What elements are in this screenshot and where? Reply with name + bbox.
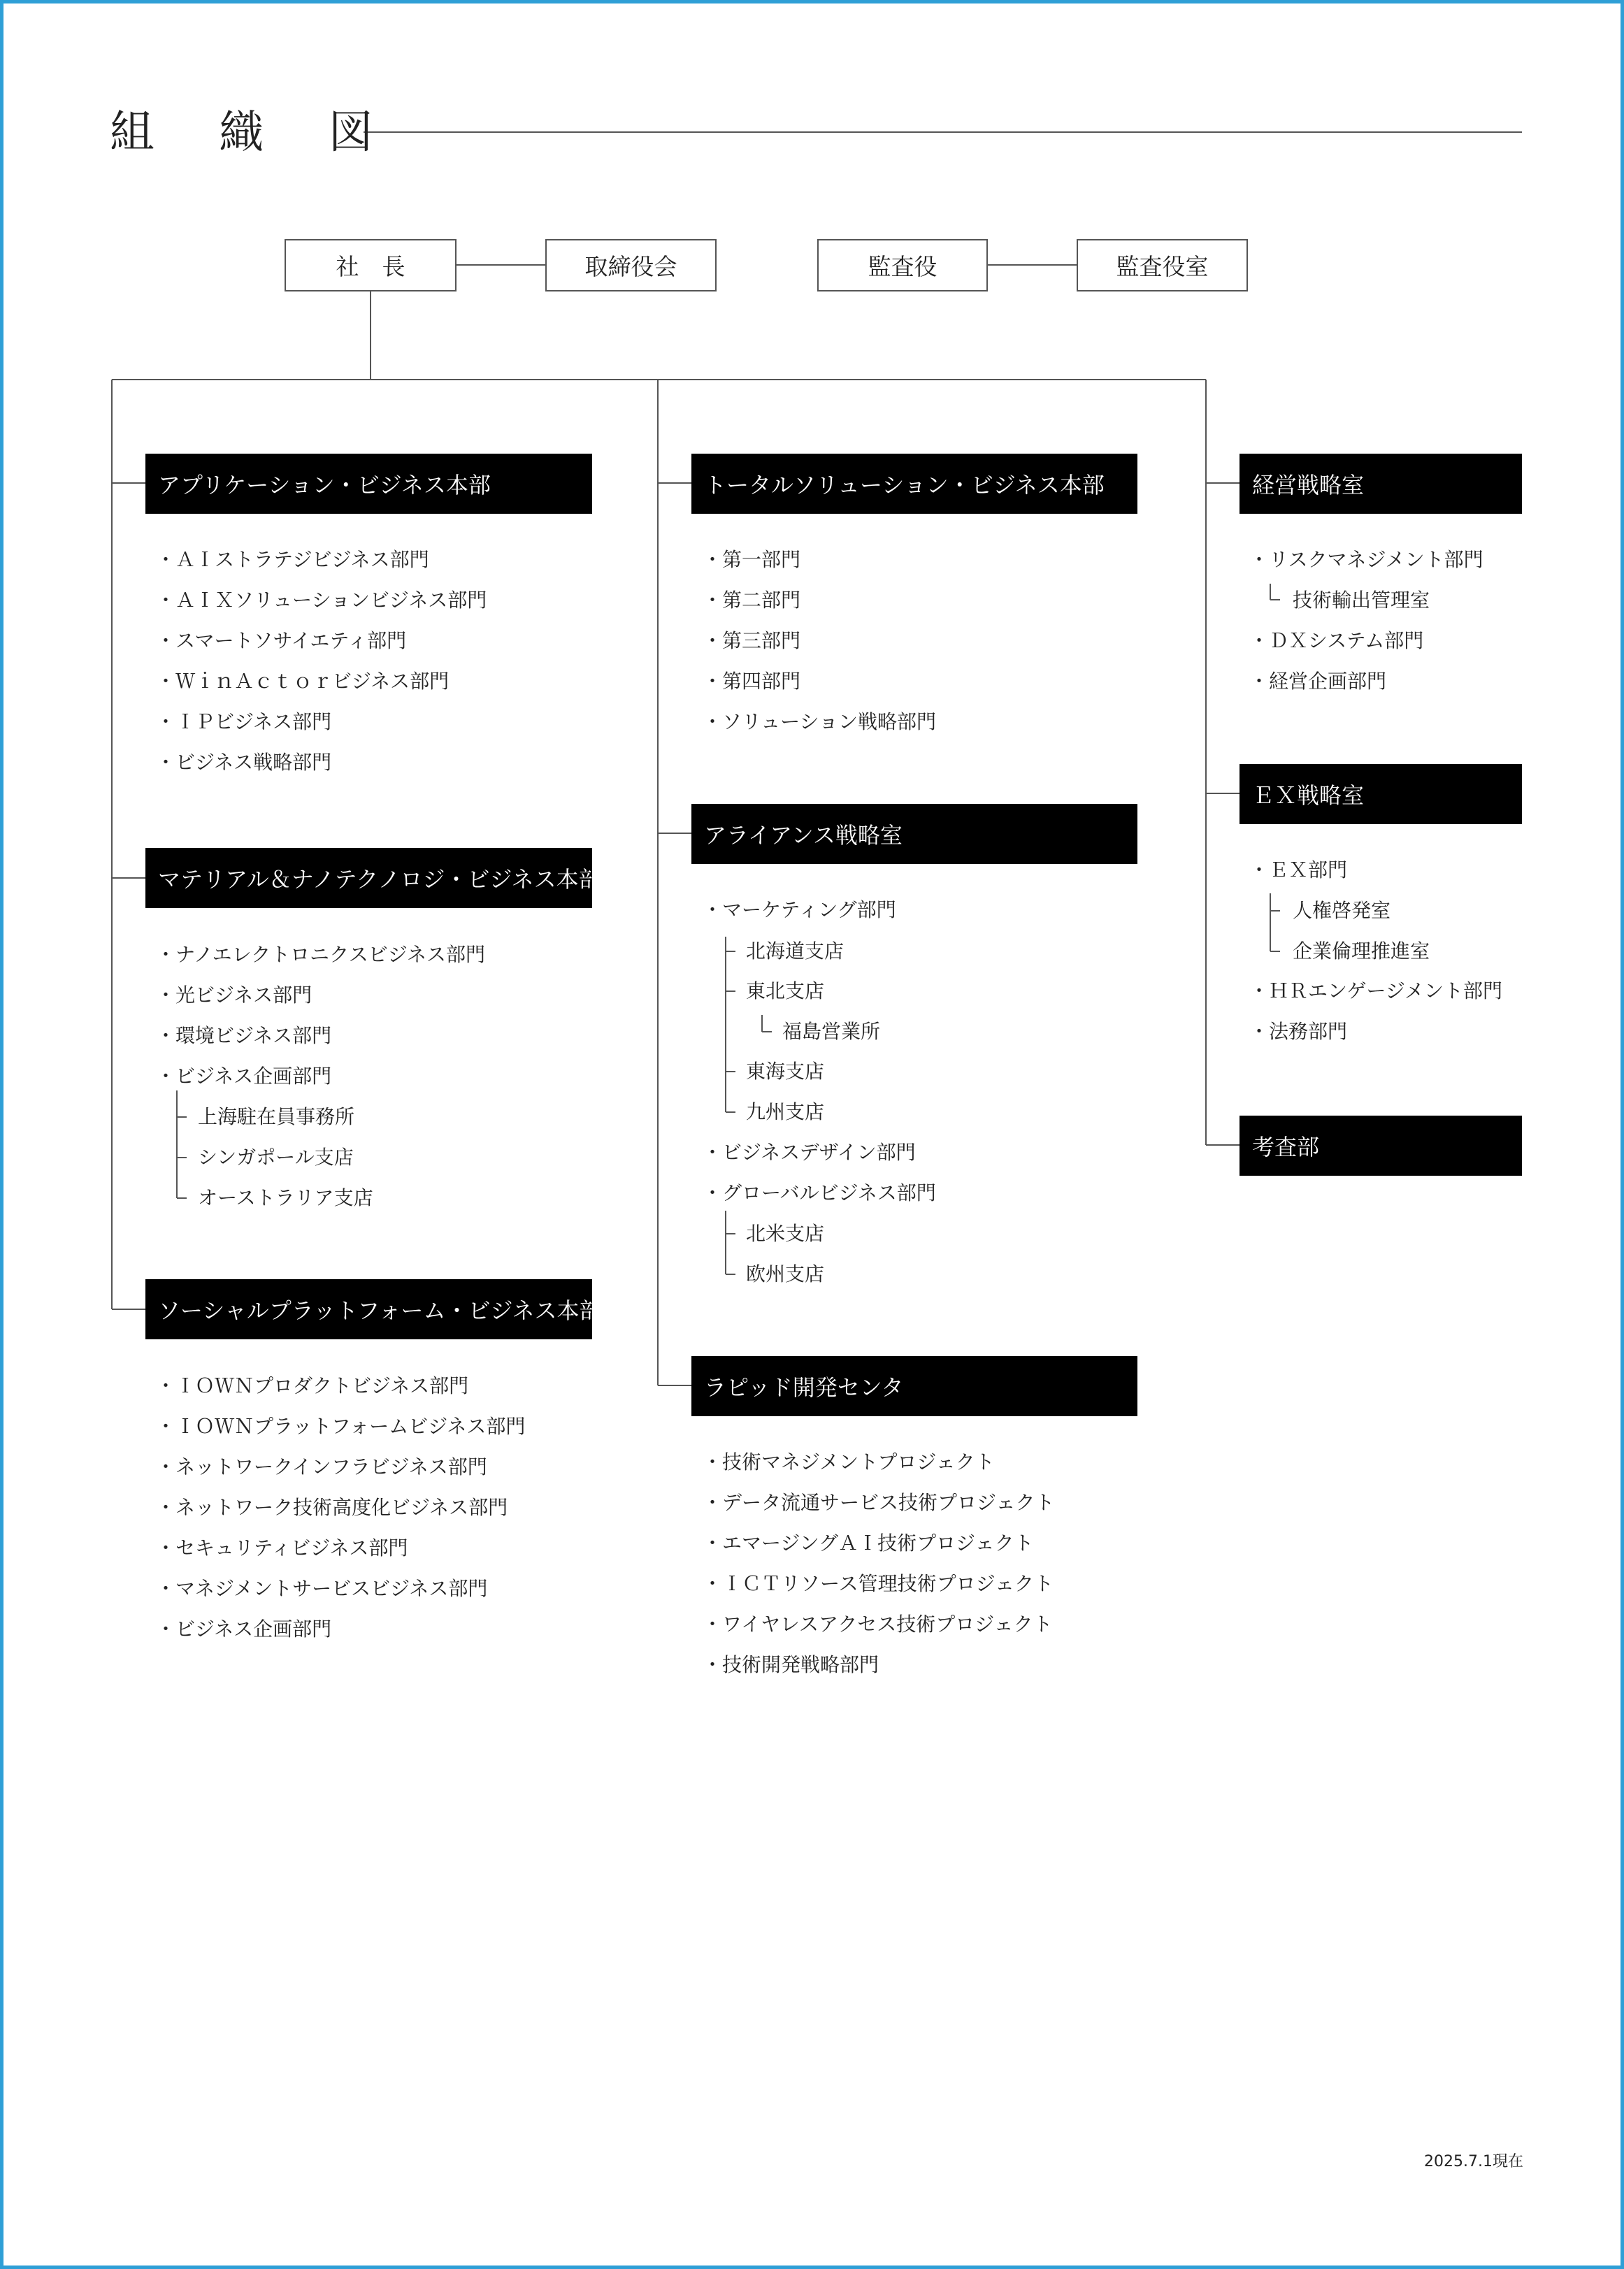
sub-list-item: 北海道支店 — [746, 939, 845, 963]
list-item: ・第四部門 — [703, 670, 801, 693]
list-item: ・ビジネスデザイン部門 — [703, 1141, 916, 1164]
list-item: ・エマージングＡＩ技術プロジェクト — [703, 1532, 1034, 1555]
list-item: ・経営企画部門 — [1249, 670, 1387, 693]
dept-header-social: ソーシャルプラットフォーム・ビジネス本部 — [145, 1279, 592, 1339]
list-item: ・ネットワークインフラビジネス部門 — [156, 1455, 487, 1478]
dept-header-audit: 考査部 — [1239, 1116, 1522, 1176]
dept-header-application: アプリケーション・ビジネス本部 — [145, 454, 592, 514]
list-item: ・第二部門 — [703, 589, 801, 612]
sub-list-item: 企業倫理推進室 — [1293, 939, 1430, 963]
sub-list-item: シンガポール支店 — [198, 1146, 354, 1169]
list-item: ・ネットワーク技術高度化ビジネス部門 — [156, 1496, 508, 1519]
list-item: ・スマートソサイエティ部門 — [156, 629, 407, 652]
sub-list-item: 人権啓発室 — [1293, 899, 1391, 922]
sub-list-item: 欧州支店 — [746, 1262, 825, 1285]
list-item: ・ＤＸシステム部門 — [1249, 629, 1424, 652]
list-item: ・ＩＯＷＮプロダクトビジネス部門 — [156, 1374, 469, 1397]
list-item: ・ナノエレクトロニクスビジネス部門 — [156, 943, 485, 966]
board-box: 取締役会 — [545, 239, 717, 291]
list-item: ・ビジネス企画部門 — [156, 1618, 332, 1641]
list-item: ・ＡＩストラテジビジネス部門 — [156, 548, 429, 571]
page-title: 組 織 図 — [110, 107, 398, 159]
sub-list-item: 北米支店 — [746, 1222, 825, 1245]
list-item: ・ソリューション戦略部門 — [703, 710, 937, 733]
sub-list-item: 東北支店 — [746, 979, 825, 1002]
list-item: ・法務部門 — [1249, 1020, 1348, 1043]
list-item: ・ＥＸ部門 — [1249, 858, 1348, 881]
list-item: ・ＷｉｎＡｃｔｏｒビジネス部門 — [156, 670, 450, 693]
list-item: ・リスクマネジメント部門 — [1249, 548, 1483, 571]
list-item: ・第一部門 — [703, 548, 801, 571]
sub-list-item: 九州支店 — [746, 1100, 825, 1123]
as-of-date: 2025.7.1現在 — [1424, 2153, 1523, 2170]
list-item: ・ＩＯＷＮプラットフォームビジネス部門 — [156, 1415, 526, 1438]
list-item: ・技術マネジメントプロジェクト — [703, 1450, 995, 1474]
list-item: ・ＨＲエンゲージメント部門 — [1249, 979, 1503, 1002]
auditor-box: 監査役 — [817, 239, 988, 291]
sub-list-item: オーストラリア支店 — [198, 1186, 373, 1209]
dept-header-management-strategy: 経営戦略室 — [1239, 454, 1522, 514]
dept-header-alliance: アライアンス戦略室 — [691, 804, 1137, 864]
list-item: ・ビジネス戦略部門 — [156, 751, 332, 774]
list-item: ・環境ビジネス部門 — [156, 1024, 332, 1047]
list-item: ・セキュリティビジネス部門 — [156, 1536, 408, 1560]
list-item: ・技術開発戦略部門 — [703, 1653, 879, 1676]
list-item: ・ビジネス企画部門 — [156, 1065, 332, 1088]
list-item: ・ワイヤレスアクセス技術プロジェクト — [703, 1613, 1053, 1636]
sub-list-item: 上海駐在員事務所 — [198, 1105, 355, 1128]
president-box: 社 長 — [285, 239, 457, 291]
list-item: ・グローバルビジネス部門 — [703, 1181, 936, 1204]
list-item: ・ＩＣＴリソース管理技術プロジェクト — [703, 1572, 1054, 1595]
audit-office-box: 監査役室 — [1077, 239, 1248, 291]
sub-list-item: 東海支店 — [746, 1060, 825, 1083]
list-item: ・第三部門 — [703, 629, 801, 652]
sub-sub-list-item: 福島営業所 — [782, 1020, 881, 1043]
dept-header-total-solution: トータルソリューション・ビジネス本部 — [691, 454, 1137, 514]
sub-list-item: 技術輸出管理室 — [1293, 589, 1430, 612]
list-item: ・ＡＩＸソリューションビジネス部門 — [156, 589, 487, 612]
list-item: ・データ流通サービス技術プロジェクト — [703, 1491, 1055, 1514]
list-item: ・光ビジネス部門 — [156, 984, 312, 1007]
dept-header-material: マテリアル＆ナノテクノロジ・ビジネス本部 — [145, 848, 592, 908]
list-item: ・マネジメントサービスビジネス部門 — [156, 1577, 488, 1600]
dept-header-ex-strategy: ＥＸ戦略室 — [1239, 764, 1522, 824]
list-item: ・マーケティング部門 — [703, 898, 896, 921]
list-item: ・ＩＰビジネス部門 — [156, 710, 332, 733]
dept-header-rapid: ラピッド開発センタ — [691, 1356, 1137, 1416]
